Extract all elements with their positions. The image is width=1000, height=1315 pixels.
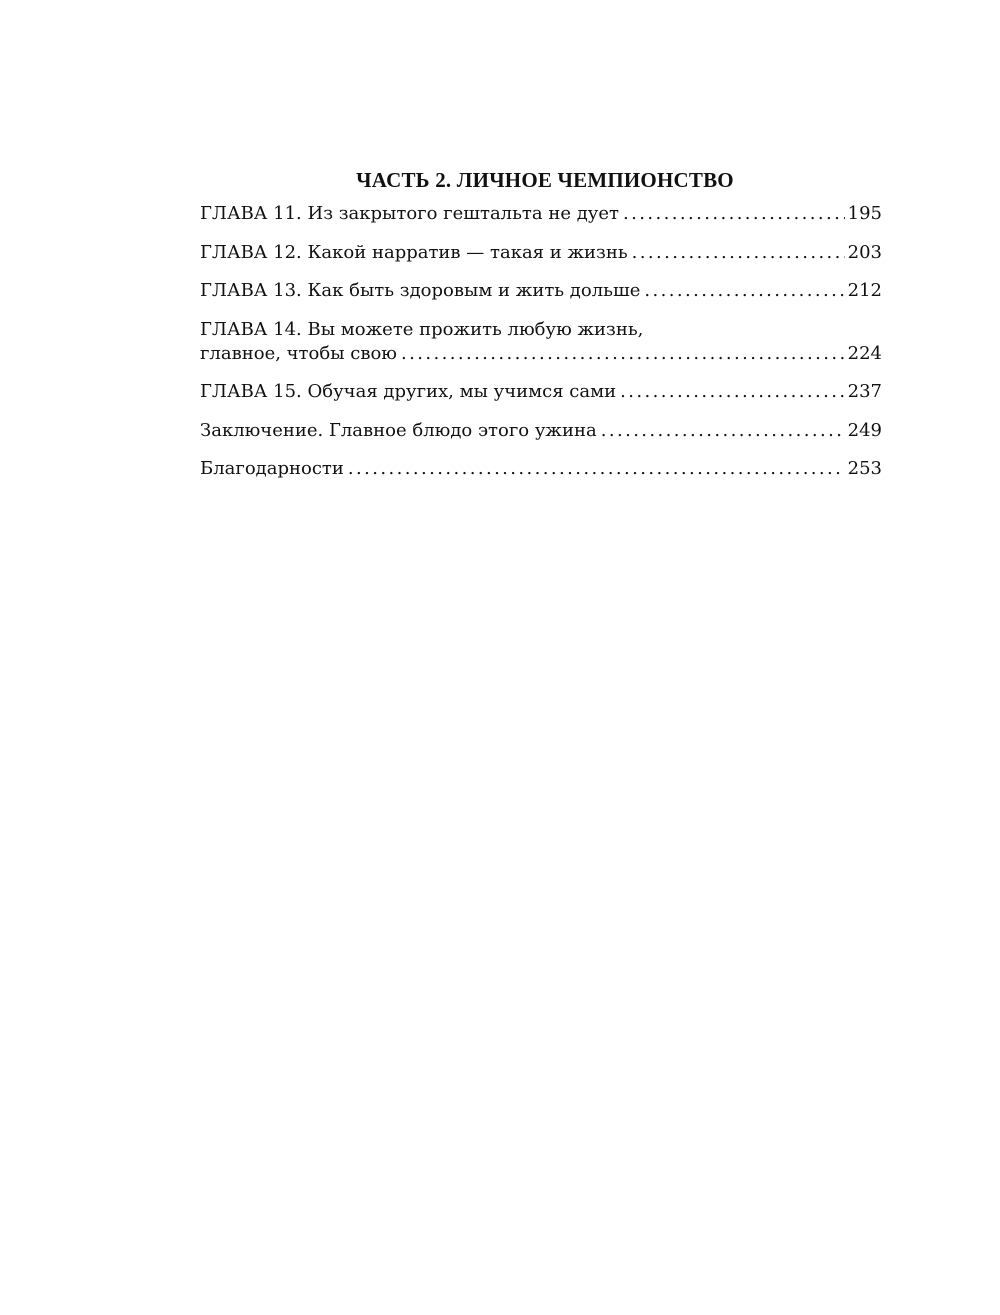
toc-entry-chapter-13[interactable] <box>200 279 882 303</box>
section-title: ЧАСТЬ 2. ЛИЧНОЕ ЧЕМПИОНСТВО <box>356 168 734 192</box>
toc-line <box>200 342 882 366</box>
toc-entry-title: ГЛАВА 11. Из закрытого гештальта не дует <box>200 203 619 224</box>
toc-entry-title: Заключение. Главное блюдо этого ужина <box>200 419 597 441</box>
toc-entry-title: Благодарности <box>200 458 344 479</box>
toc-page-number: 203 <box>847 241 882 263</box>
table-of-contents <box>200 166 882 496</box>
toc-entry-chapter-14[interactable] <box>200 318 882 366</box>
toc-entry-title: ГЛАВА 13. Как быть здоровым и жить дольше <box>200 280 641 301</box>
dot-leader <box>644 279 844 303</box>
toc-entry-title-line-1: ГЛАВА 14. Вы можете прожить любую жизнь, <box>200 318 644 340</box>
dot-leader <box>348 457 845 481</box>
toc-page-number: 224 <box>847 342 882 364</box>
toc-page-number: 195 <box>847 203 882 224</box>
dot-leader <box>601 419 845 443</box>
toc-page-number: 249 <box>847 419 882 441</box>
dot-leader <box>632 241 845 265</box>
dot-leader <box>623 202 845 226</box>
toc-entry-acknowledgements[interactable] <box>200 457 882 481</box>
toc-entry-chapter-11[interactable] <box>200 202 882 226</box>
toc-list <box>200 202 882 481</box>
toc-entry-title-line-2: главное, чтобы свою <box>200 342 397 364</box>
toc-entry-conclusion[interactable] <box>200 419 882 443</box>
toc-entry-title: ГЛАВА 15. Обучая других, мы учимся сами <box>200 381 617 402</box>
dot-leader <box>620 380 845 404</box>
dot-leader <box>401 342 845 366</box>
toc-page-number: 212 <box>847 280 882 301</box>
toc-line <box>200 457 882 481</box>
toc-page-number: 237 <box>847 381 882 402</box>
toc-line <box>200 279 882 303</box>
toc-page-number: 253 <box>847 458 882 479</box>
toc-line <box>200 380 882 404</box>
toc-line <box>200 241 882 265</box>
toc-entry-chapter-15[interactable] <box>200 380 882 404</box>
toc-entry-title: ГЛАВА 12. Какой нарратив — такая и жизнь <box>200 241 628 263</box>
toc-line <box>200 202 882 226</box>
toc-line <box>200 419 882 443</box>
toc-entry-chapter-12[interactable] <box>200 241 882 265</box>
